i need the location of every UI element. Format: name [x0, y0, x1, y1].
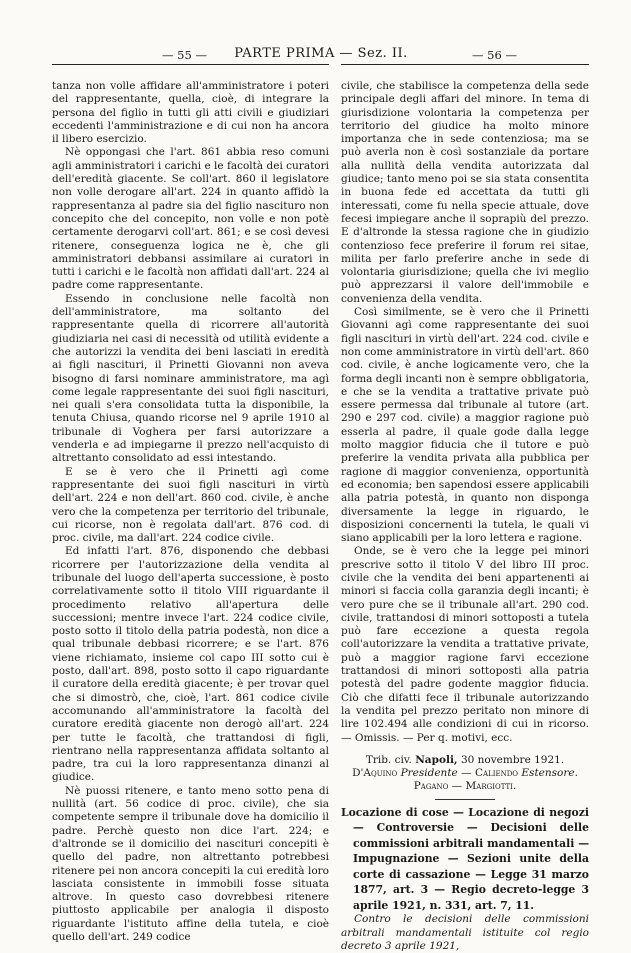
paragraph: Essendo in conclusione nelle facoltà non dell'amministratore, ma soltanto del rappresentante quella di ricorrere all'autorità giudiziaria nei casi di necessità od utilità evidente a che autorizzi la vendita dei beni lasciati in eredità ai figli nascituri, il Prinetti Giovanni non aveva bisogno di farsi nominare amministratore, ma agì come legale rappresentante dei suoi figli nascituri, nei quali s'era consolidata tutta la disponibile, la tenuta Chiusa, quando ricorse nel 9 aprile 1910 al tribunale di Voghera per farsi autorizzare a venderla e ad impiegarne il prezzo nell'acquisto di altrettanto consolidato ad essi intestando.	[52, 292, 329, 465]
page-number-right: — 56 —	[472, 48, 517, 62]
court-prefix: Trib. civ.	[365, 753, 412, 766]
parties-line: Pagano — Margiotti.	[413, 780, 517, 793]
paragraph: Onde, se è vero che la legge pei minori prescrive sotto il titolo V del libro III proc. civile che la vendita dei beni appartenenti ai minori si faccia colla garanzia degli incanti; è vero pure che se il tribunale all'art. 290 cod. civile, trattandosi di minori sottoposti a tutela può fare eccezione a questa regola coll'autorizzare la vendita a trattative private, può a maggior ragione farvi eccezione trattandosi di minori sottoposti alla patria potestà del padre godente maggior fiducia. Ciò che difatti fece il tribunale autorizzando la vendita pel prezzo peritato non minore di lire 102.494 alle condizioni di cui in ricorso. — Omissis. — Per q. motivi, ecc.	[341, 545, 589, 744]
paragraph: E se è vero che il Prinetti agì come rappresentante dei suoi figli nascituri in virtù dell'art. 224 e non dell'art. 860 cod. civile, è anche vero che la competenza per territorio del tribunale, cui ricorse, non è regolata dall'art. 876 cod. di proc. civile, ma dall'art. 224 codice civile.	[52, 465, 329, 545]
case-heading-text: Locazione di cose — Locazione di negozi — Controversie — Decisioni delle commissioni arbitrali mandamentali — Impugnazione — Sezioni unite della corte di cassazione — Legge 31 marzo 1877, art. 3 — Regio decreto-legge 3 aprile 1921, n. 331, art. 7, 11.	[341, 805, 589, 912]
paragraph: Nè oppongasi che l'art. 861 abbia reso comuni agli amministratori i carichi e le facoltà dei curatori dell'eredità giacente. Se coll'art. 860 il legislatore non volle derogare all'art. 224 in quanto affidò la rappresentanza al padre sia del figlio nascituro non concepito che del concepito, non volle e non potè certamente derogarvi coll'art. 861; e se così devesi ritenere, conseguenza logica ne è, che gli amministratori debbansi assimilare ai curatori in tutti i carichi e le facoltà non affidati dall'art. 224 al padre come rappresentante.	[52, 146, 329, 292]
left-column	[52, 80, 329, 944]
header-rule-left	[52, 64, 329, 65]
court-line	[341, 754, 589, 767]
case-heading	[341, 805, 589, 914]
paragraph: Nè puossi ritenere, e tanto meno sotto pena di nullità (art. 56 codice di proc. civile), che sia competente sempre il tribunale dove ha domicilio il padre. Perchè questo non dice l'art. 224; e d'altronde se il domicilio dei nascituri concepiti è quello del padre, non altrettanto potrebbesi ritenere pei non ancora concepiti la cui eredità loro lasciata consistente in immobili fosse situata altrove. In questo caso dovrebbesi ritenere piuttosto applicabile per analogia il disposto riguardante l'istituto affine della tutela, e cioè quello dell'art. 249 codice	[52, 784, 329, 943]
separator-rule	[435, 799, 495, 800]
court-date: 30 novembre 1921.	[460, 753, 565, 766]
paragraph: Così similmente, se è vero che il Prinetti Giovanni agì come rappresentante dei suoi figli nascituri in virtù dell'art. 224 cod. civile e non come amministratore in virtù dell'art. 860 cod. civile, è anche logicamente vero, che la forma degli incanti non è sempre obbligatoria, e che se la vendita a trattative private può essere permessa dal tribunale al tutore (art. 290 e 297 cod. civile) a maggior ragione può esserla al padre, il quale gode dalla legge molto maggior fiducia che il tutore e può preferire la vendita privata alla pubblica per ragione di maggior convenienza, opportunità ed economia; ben sapendosi essere applicabili alla patria potestà, in quanto non disponga diversamente la legge in riguardo, le disposizioni concernenti la tutela, le quali vi siano applicabili per la loro lettera e ragione.	[341, 306, 589, 545]
estensore-role: Estensore.	[521, 767, 578, 780]
running-header	[52, 44, 590, 64]
president-role: Presidente	[400, 767, 458, 780]
court-city: Napoli,	[415, 753, 458, 766]
header-title: PARTE PRIMA — Sez. II.	[234, 46, 408, 61]
judges-line: D'Aquino Presidente — Caliendo Estensore.	[352, 767, 578, 780]
estensore-name: Caliendo	[474, 767, 519, 780]
header-rule-right	[341, 64, 589, 65]
president-name: D'Aquino	[352, 767, 398, 780]
right-column	[341, 80, 589, 953]
paragraph: tanza non volle affidare all'amministratore i poteri del rappresentante, quella, cioè, di integrare la persona del figlio in tutti gli atti civili e giudiziari eccedenti l'amministrazione e di cui non ha ancora il libero esercizio.	[52, 80, 329, 146]
case-summary: Contro le decisioni delle commissioni arbitrali mandamentali istituite col regio decreto 3 aprile 1921,	[341, 913, 589, 952]
paragraph: civile, che stabilisce la competenza della sede principale degli affari del minore. In tema di giurisdizione volontaria la competenza per territorio del giudice ha molto minore importanza che in sede contenziosa; ma se può averla non è così sostanziale da portare alla nullità della vendita autorizzata dal giudice; tanto meno poi se sia stata consentita in buona fede ed accettata da tutti gli interessati, come fu nella specie attuale, dove fecesi impiegare anche il soprapiù del prezzo. E d'altronde la stessa ragione che in giudizio contenzioso fece preferire il forum rei sitae, milita per farlo preferire anche in sede di volontaria giurisdizione; quella che ivi meglio può apprezzarsi il valore dell'immobile e convenienza della vendita.	[341, 80, 589, 305]
paragraph: Ed infatti l'art. 876, disponendo che debbasi ricorrere per l'autorizzazione della vendita al tribunale del luogo dell'aperta successione, è posto correlativamente sotto il titolo VIII riguardante il procedimento relativo all'apertura delle successioni; mentre invece l'art. 224 codice civile, posto sotto il titolo della patria podestà, non dice a qual tribunale debbasi ricorrere; e se l'art. 876 viene richiamato, insieme col capo III sotto cui è posto, dall'art. 898, posto sotto il capo riguardante il curatore della eredità giacente; è per trovar quel che si dimostrò, che, cioè, l'art. 861 codice civile accomunando all'amministratore la facoltà del curatore eredità giacente non derogò all'art. 224 per tutte le facoltà, che trattandosi di figli, rientrano nella rappresentanza affidata soltanto al padre, tra cui la loro rappresentanza dinanzi al giudice.	[52, 545, 329, 784]
page-number-left: — 55 —	[162, 48, 207, 62]
